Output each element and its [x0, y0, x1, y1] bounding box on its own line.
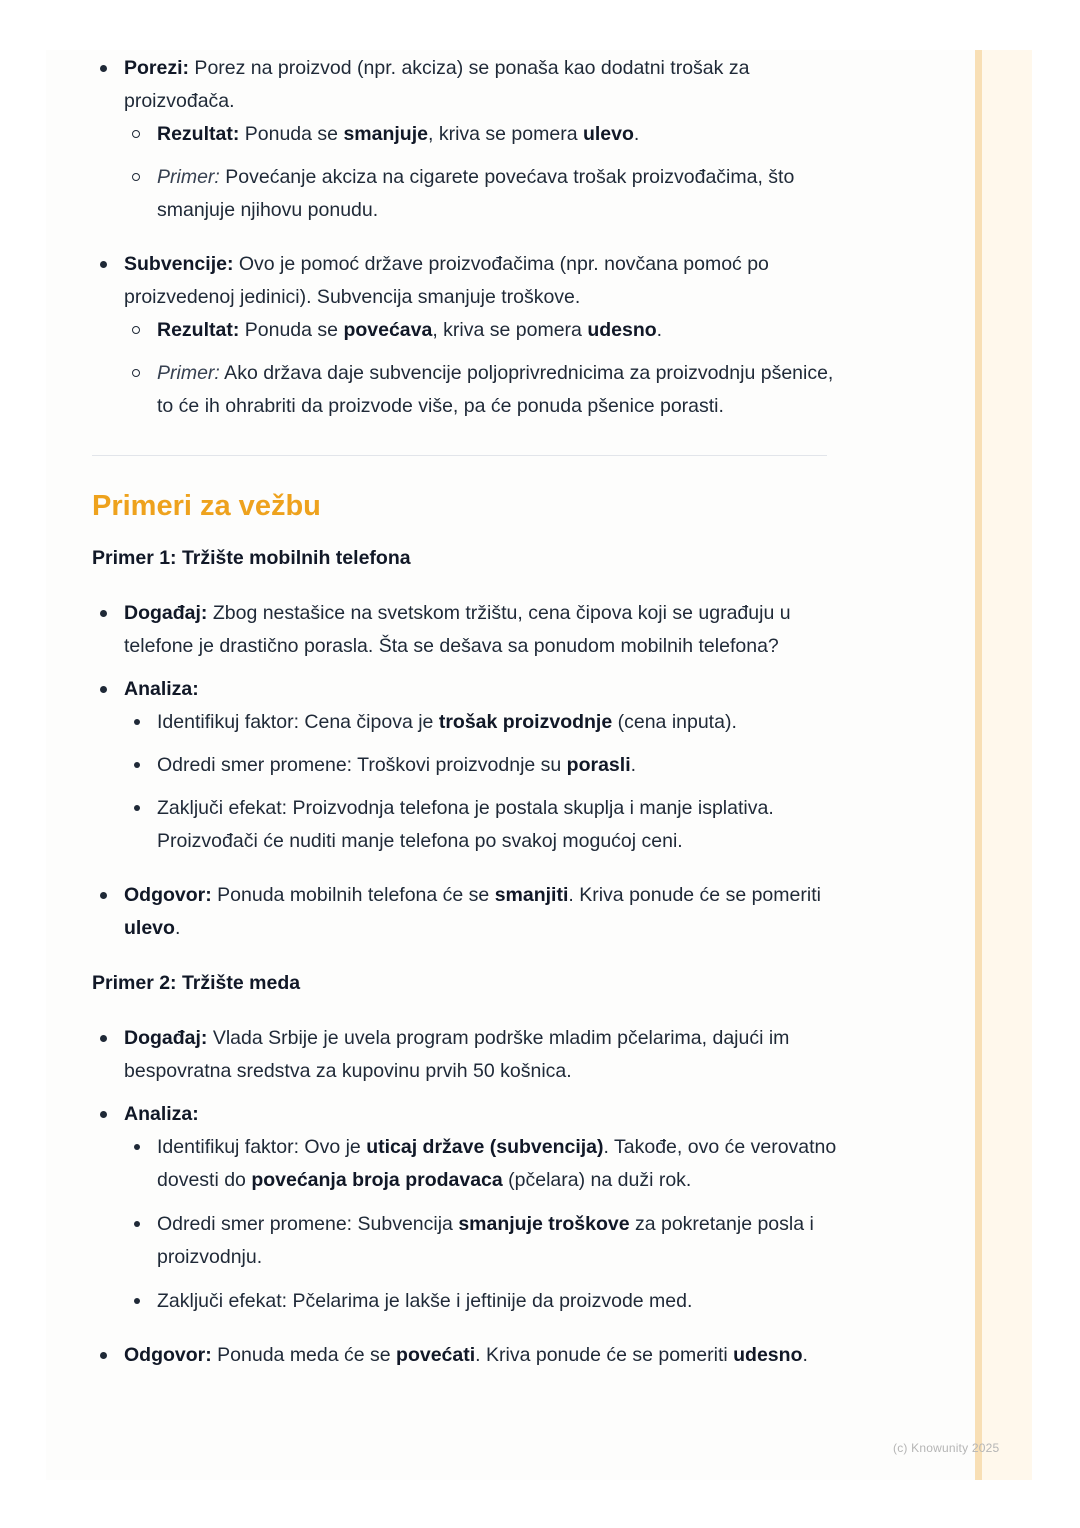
analysis-step [124, 1131, 837, 1197]
event-label: Događaj: [124, 602, 208, 624]
result-text: . [656, 319, 663, 341]
example1-title: Primer 1: Tržište mobilnih telefona [92, 547, 411, 569]
answer-label: Odgovor: [124, 1344, 212, 1366]
step-text: Identifikuj faktor: Cena čipova je [157, 711, 439, 733]
term-label: Subvencije: [124, 253, 234, 275]
analysis-step [124, 1208, 837, 1274]
analysis-item [92, 673, 837, 858]
answer-text: . Kriva ponude će se pomeriti [568, 884, 821, 906]
answer-text: . [174, 917, 181, 939]
result-text: Ponuda se [239, 123, 344, 145]
step-text: Odredi smer promene: Troškovi proizvodnje su [157, 754, 567, 776]
result-bold: udesno [587, 319, 657, 341]
example-label: Primer: [157, 362, 220, 384]
example-text: Povećanje akciza na cigarete povećava trošak proizvođačima, što smanjuje njihovu ponudu. [157, 166, 795, 221]
step-bold: trošak proizvodnje [438, 711, 613, 733]
result-text: . [633, 123, 640, 145]
list-item-porezi [92, 52, 837, 227]
event-item [92, 1022, 837, 1088]
answer-bold: ulevo [124, 917, 175, 939]
step-text: (pčelara) na duži rok. [502, 1169, 692, 1191]
analysis-step [124, 792, 837, 858]
step-text: Identifikuj faktor: Ovo je [157, 1136, 367, 1158]
result-item [124, 118, 837, 151]
step-bold: smanjuje troškove [458, 1213, 630, 1235]
side-panel [975, 50, 1032, 1480]
result-bold: smanjuje [343, 123, 428, 145]
answer-text: Ponuda meda će se [211, 1344, 397, 1366]
example-item [124, 161, 837, 227]
step-text: Zaključi efekat: Proizvodnja telefona je postala skuplja i manje isplativa. Proizvođači će nuditi manje telefona po svakoj mogućoj ceni. [157, 797, 774, 852]
result-text: Ponuda se [239, 319, 344, 341]
term-label: Porezi: [124, 57, 190, 79]
event-label: Događaj: [124, 1027, 208, 1049]
analysis-step [124, 706, 837, 739]
result-text: , kriva se pomera [427, 123, 583, 145]
result-bold: ulevo [582, 123, 634, 145]
section-divider [92, 455, 827, 456]
step-text: . [630, 754, 637, 776]
event-text: Zbog nestašice na svetskom tržištu, cena čipova koji se ugrađuju u telefone je drastično porasla. Šta se dešava sa ponudom mobilnih telefona? [124, 602, 791, 657]
porezi-sublist [124, 118, 837, 227]
event-text: Vlada Srbije je uvela program podrške mladim pčelarima, dajući im bespovratna sredstva za kupovinu prvih 50 košnica. [124, 1027, 790, 1082]
section-title: Primeri za vežbu [92, 490, 321, 522]
step-text: Zaključi efekat: Pčelarima je lakše i jeftinije da proizvode med. [157, 1290, 693, 1312]
term-text: Porez na proizvod (npr. akciza) se ponaša kao dodatni trošak za proizvođača. [124, 57, 750, 112]
example-item [124, 357, 837, 423]
answer-text: . [802, 1344, 808, 1366]
analysis-steps [124, 706, 837, 858]
subvencije-sublist [124, 314, 837, 423]
event-item [92, 597, 837, 663]
step-text: za pokretanje posla i proizvodnju. [157, 1213, 814, 1268]
example-label: Primer: [157, 166, 220, 188]
step-text: . Takođe, ovo će verovatno dovesti do [157, 1136, 837, 1191]
answer-bold: povećati [396, 1344, 476, 1366]
answer-label: Odgovor: [124, 884, 212, 906]
example1-list [92, 597, 837, 945]
result-label: Rezultat: [157, 123, 240, 145]
example2-list [92, 1022, 837, 1372]
answer-text: . Kriva ponude će se pomeriti [475, 1344, 734, 1366]
copyright-footer: (c) Knowunity 2025 [893, 1441, 1000, 1455]
list-item-subvencije [92, 248, 837, 423]
answer-item [92, 1339, 837, 1372]
result-label: Rezultat: [157, 319, 240, 341]
analysis-step [124, 749, 837, 782]
step-bold: porasli [566, 754, 631, 776]
document-content [92, 52, 837, 1372]
result-bold: povećava [343, 319, 433, 341]
example2-title: Primer 2: Tržište meda [92, 972, 301, 994]
analysis-step [124, 1285, 837, 1318]
answer-bold: udesno [733, 1344, 803, 1366]
answer-text: Ponuda mobilnih telefona će se [211, 884, 495, 906]
result-item [124, 314, 837, 347]
answer-bold: smanjiti [494, 884, 569, 906]
supply-factors-list [92, 52, 837, 423]
answer-item [92, 879, 837, 945]
step-text: (cena inputa). [612, 711, 737, 733]
term-text: Ovo je pomoć države proizvođačima (npr. novčana pomoć po proizvedenoj jedinici). Subvencija smanjuje troškove. [124, 253, 769, 308]
example-text: Ako država daje subvencije poljoprivrednicima za proizvodnju pšenice, to će ih ohrabriti da proizvode više, pa će ponuda pšenice porasti. [157, 362, 834, 417]
analysis-item [92, 1098, 837, 1318]
result-text: , kriva se pomera [432, 319, 588, 341]
analysis-steps [124, 1131, 837, 1318]
analysis-label: Analiza: [124, 678, 199, 700]
step-bold: povećanja broja prodavaca [251, 1169, 503, 1191]
analysis-label: Analiza: [124, 1103, 199, 1125]
step-bold: uticaj države (subvencija) [366, 1136, 604, 1158]
side-accent-bar [975, 50, 982, 1480]
step-text: Odredi smer promene: Subvencija [157, 1213, 459, 1235]
